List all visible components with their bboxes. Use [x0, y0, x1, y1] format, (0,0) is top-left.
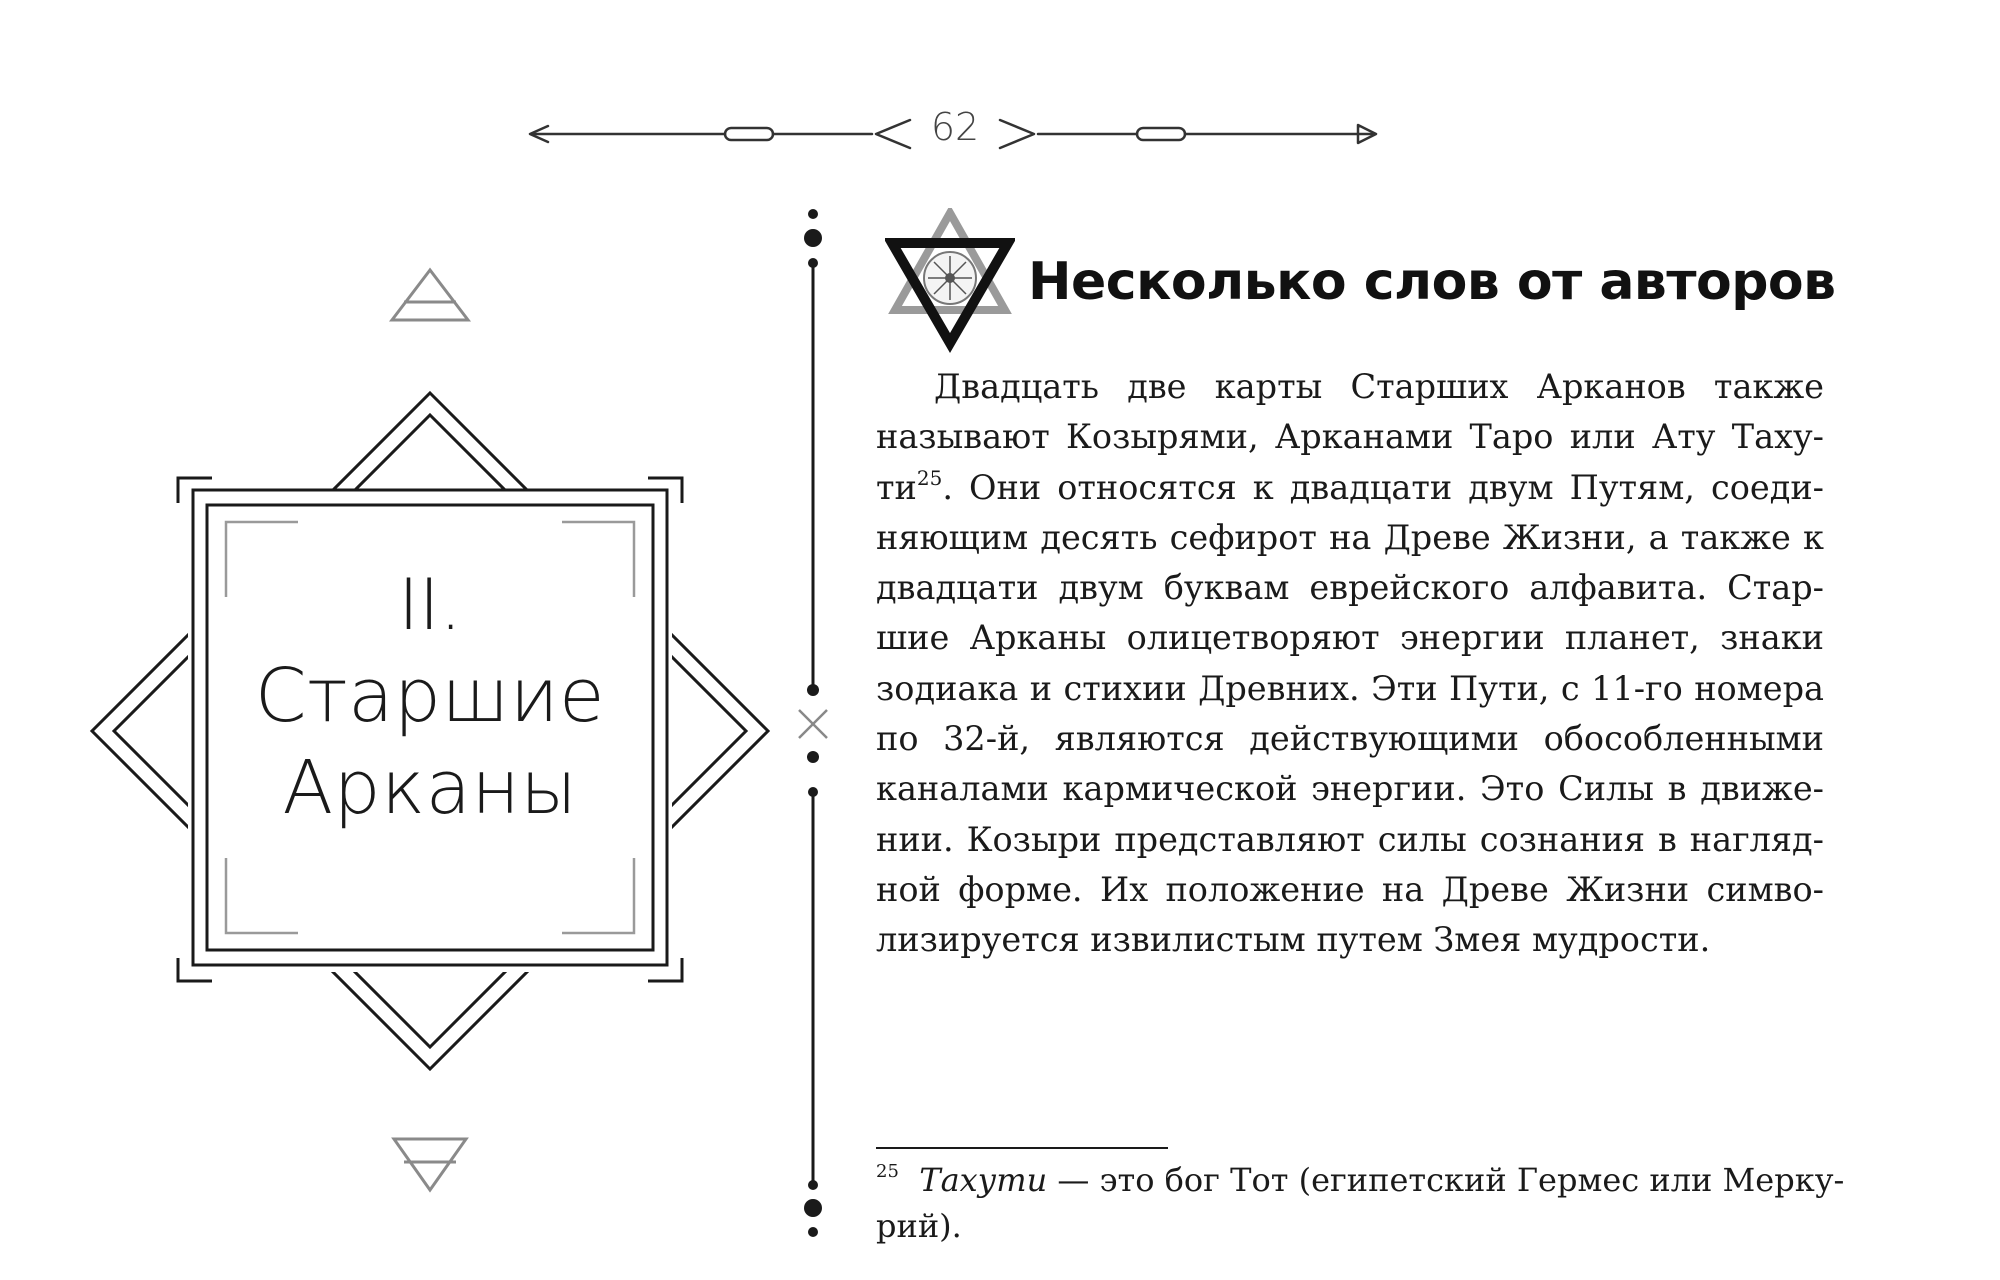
body-line: двадцати двум буквам еврейского алфавита. Стар- [876, 568, 1824, 608]
section-heading [205, 560, 655, 834]
left-capsule-icon [725, 128, 773, 140]
star-of-david-emblem-icon [885, 208, 1015, 353]
body-line-with-footnote [876, 463, 1824, 513]
section-title [205, 650, 655, 834]
footnote-marker: 25 [876, 1161, 899, 1182]
page-number: 62 [930, 105, 980, 149]
right-capsule-icon [1137, 128, 1185, 140]
right-chevron-icon [1000, 120, 1034, 148]
body-line: шие Арканы олицетворяют энергии планет, знаки [876, 618, 1824, 658]
body-line: лизируется извилистым путем Змея мудрости. [876, 920, 1711, 960]
body-line-prefix: ти [876, 467, 917, 507]
body-line: по 32-й, являются действующими обособленными [876, 719, 1824, 759]
earth-triangle-icon [394, 1139, 466, 1190]
body-line: каналами кармической энергии. Это Силы в движе- [876, 769, 1824, 809]
footnote-line [876, 1157, 1845, 1203]
section-number: II. [398, 564, 462, 646]
footnote [876, 1157, 1845, 1249]
body-line: няющим десять сефирот на Древе Жизни, а также к [876, 517, 1824, 557]
body-line: называют Козырями, Арканами Таро или Ату Таху- [876, 417, 1824, 457]
body-line-rest: . Они относятся к двадцати двум Путям, соеди- [942, 467, 1824, 507]
section-title-line1: Старшие [254, 653, 606, 739]
footnote-reference[interactable]: 25 [916, 465, 943, 490]
air-triangle-icon [392, 270, 468, 320]
body-line: зодиака и стихии Древних. Эти Пути, с 11-го номера [876, 668, 1824, 708]
footnote-line: рий). [876, 1207, 962, 1245]
body-line: нии. Козыри представляют силы сознания в нагляд- [876, 819, 1824, 859]
body-line: ной форме. Их положение на Древе Жизни симво- [876, 869, 1824, 909]
body-line: Двадцать две карты Старших Арканов также [934, 367, 1824, 406]
article-body [876, 362, 1824, 966]
footnote-separator [876, 1147, 1168, 1149]
section-title-line2: Арканы [282, 745, 578, 831]
vertical-divider [780, 200, 840, 1250]
footnote-text: — это бог Тот (египетский Гермес или Мерку- [1047, 1161, 1845, 1199]
article-title: Несколько слов от авторов [1028, 252, 1836, 312]
cross-icon [799, 710, 827, 738]
footnote-term: Тахути [919, 1161, 1048, 1199]
